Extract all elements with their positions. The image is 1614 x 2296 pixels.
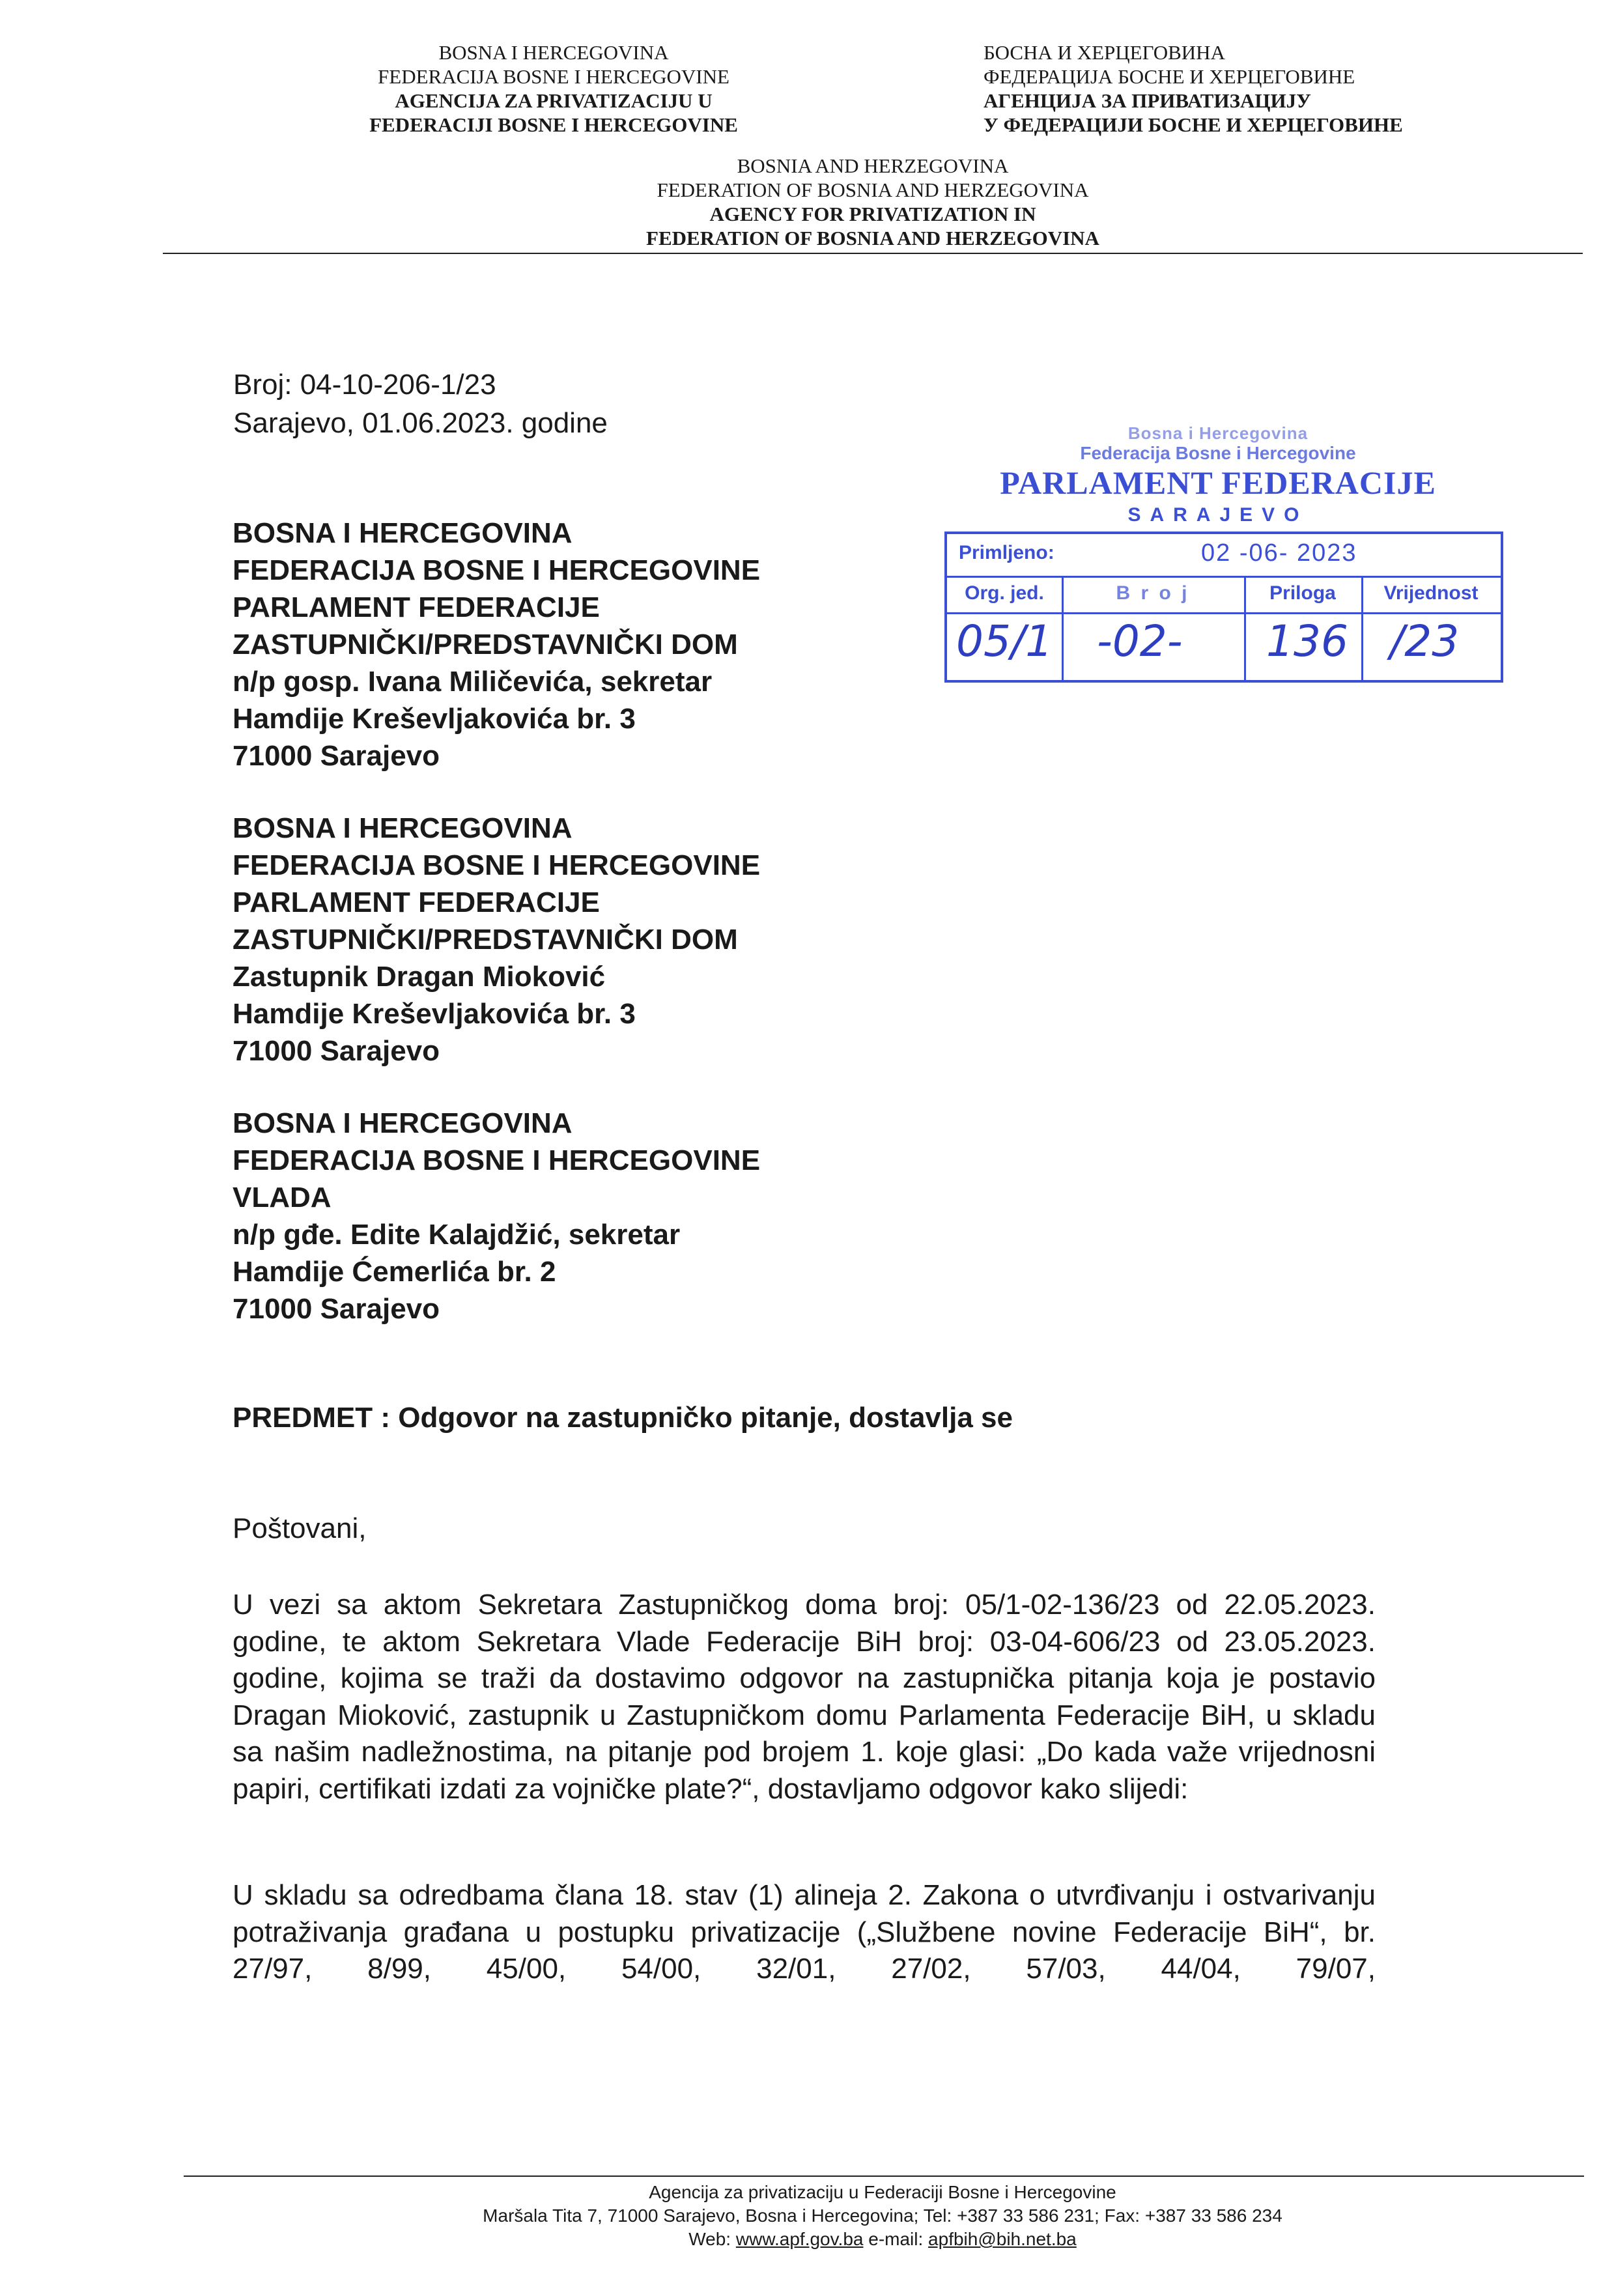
stamp-city: SARAJEVO	[1127, 504, 1309, 526]
recipient-block-2	[233, 810, 760, 1070]
recipient-line: 71000 Sarajevo	[233, 1035, 440, 1067]
stamp-header-row	[947, 576, 1501, 614]
letterhead-center-line: FEDERATION OF BOSNIA AND HERZEGOVINA	[646, 227, 1099, 249]
stamp-value-org: 05/1	[956, 616, 1053, 666]
stamp-received-label: Primljeno:	[959, 542, 1055, 563]
letterhead-left-line: BOSNA I HERCEGOVINA	[438, 41, 669, 64]
footer-contacts	[182, 2228, 1583, 2251]
letterhead-left-line: AGENCIJA ZA PRIVATIZACIJU U	[395, 89, 713, 112]
letterhead-right-line: БОСНА И ХЕРЦЕГОВИНА	[984, 41, 1225, 64]
letterhead-right-line: ФЕДЕРАЦИЈА БОСНЕ И ХЕРЦЕГОВИНЕ	[984, 65, 1355, 88]
recipient-line: Zastupnik Dragan Mioković	[233, 961, 606, 993]
stamp-header-number: B r o j	[1116, 582, 1190, 604]
recipient-line: FEDERACIJA BOSNE I HERCEGOVINE	[233, 849, 761, 881]
recipient-line: FEDERACIJA BOSNE I HERCEGOVINE	[233, 554, 761, 586]
document-meta	[233, 365, 608, 442]
footer-email-link[interactable]: apfbih@bih.net.ba	[928, 2229, 1077, 2249]
letterhead-center-line: FEDERATION OF BOSNIA AND HERZEGOVINA	[657, 178, 1089, 201]
footer	[182, 2181, 1583, 2251]
letterhead-rule	[163, 253, 1583, 254]
recipient-line: Hamdije Ćemerlića br. 2	[233, 1256, 556, 1288]
stamp-line-2: Federacija Bosne i Hercegovine	[1080, 443, 1356, 463]
footer-email-label: e-mail:	[868, 2229, 924, 2249]
stamp-received-date: 02 -06- 2023	[1201, 539, 1357, 567]
stamp-line-1: Bosna i Hercegovina	[1127, 423, 1309, 443]
footer-web-link[interactable]: www.apf.gov.ba	[735, 2229, 864, 2249]
recipient-line: 71000 Sarajevo	[233, 740, 440, 772]
stamp-frame	[944, 531, 1503, 683]
letterhead-right	[984, 40, 1472, 137]
recipient-line: ZASTUPNIČKI/PREDSTAVNIČKI DOM	[233, 629, 738, 660]
salutation: Poštovani,	[233, 1512, 367, 1544]
letterhead-right-line: АГЕНЦИЈА ЗА ПРИВАТИЗАЦИЈУ	[984, 89, 1311, 112]
letterhead-right-line: У ФЕДЕРАЦИЈИ БОСНЕ И ХЕРЦЕГОВИНЕ	[984, 113, 1403, 136]
document-number: Broj: 04-10-206-1/23	[233, 369, 496, 401]
letterhead-center-line: BOSNIA AND HERZEGOVINA	[737, 154, 1009, 177]
recipient-line: BOSNA I HERCEGOVINA	[233, 1107, 573, 1139]
stamp-value-year: /23	[1390, 616, 1460, 666]
document-place-date: Sarajevo, 01.06.2023. godine	[233, 407, 608, 439]
recipient-line: PARLAMENT FEDERACIJE	[233, 886, 600, 918]
stamp-value-attachments: 136	[1266, 616, 1348, 666]
letterhead-center	[573, 154, 1172, 250]
stamp-header-org: Org. jed.	[965, 582, 1044, 604]
parliament-received-stamp	[938, 423, 1498, 690]
recipient-block-3	[233, 1105, 760, 1327]
letterhead-center-line: AGENCY FOR PRIVATIZATION IN	[709, 203, 1036, 225]
stamp-values-row	[947, 612, 1501, 677]
recipient-line: ZASTUPNIČKI/PREDSTAVNIČKI DOM	[233, 924, 738, 956]
footer-rule	[184, 2176, 1584, 2177]
subject-line: PREDMET : Odgovor na zastupničko pitanje, dostavlja se	[233, 1402, 1013, 1434]
recipient-line: BOSNA I HERCEGOVINA	[233, 812, 573, 844]
recipient-line: 71000 Sarajevo	[233, 1293, 440, 1325]
recipient-line: n/p gđe. Edite Kalajdžić, sekretar	[233, 1219, 681, 1251]
recipient-line: Hamdije Kreševljakovića br. 3	[233, 703, 636, 735]
stamp-header-attachments: Priloga	[1269, 582, 1336, 604]
stamp-header-value: Vrijednost	[1383, 582, 1479, 604]
body-paragraph-2: U skladu sa odredbama člana 18. stav (1) alineja 2. Zakona o utvrđivanju i ostvarivanju potraživanja građana u postupku privatizacije („Službene novine Federacije BiH“, br. 27/97, 8/99, 45/00, 54/00, 32/01, 27/02, 57/03, 44/04, 79/07,	[233, 1879, 1376, 1985]
footer-address: Maršala Tita 7, 71000 Sarajevo, Bosna i Hercegovina; Tel: +387 33 586 231; Fax: +387 33 586 234	[483, 2205, 1282, 2226]
recipient-line: VLADA	[233, 1182, 332, 1213]
footer-web-label: Web:	[688, 2229, 731, 2249]
recipient-line: n/p gosp. Ivana Miličevića, sekretar	[233, 666, 713, 698]
letterhead-left-line: FEDERACIJA BOSNE I HERCEGOVINE	[378, 65, 729, 88]
recipient-line: FEDERACIJA BOSNE I HERCEGOVINE	[233, 1144, 761, 1176]
recipient-line: Hamdije Kreševljakovića br. 3	[233, 998, 636, 1030]
stamp-value-number: -02-	[1097, 616, 1183, 666]
stamp-received-row	[947, 534, 1501, 578]
letterhead-left	[326, 40, 782, 137]
recipient-line: BOSNA I HERCEGOVINA	[233, 517, 573, 549]
recipient-block-1	[233, 515, 760, 774]
letterhead-left-line: FEDERACIJI BOSNE I HERCEGOVINE	[369, 113, 738, 136]
recipient-line: PARLAMENT FEDERACIJE	[233, 591, 600, 623]
body-paragraph-1: U vezi sa aktom Sekretara Zastupničkog doma broj: 05/1-02-136/23 od 22.05.2023. godine, te aktom Sekretara Vlade Federacije BiH broj: 03-04-606/23 od 23.05.2023. godine, kojima se traži da dostavimo odgovor na zastupnička pitanja koja je postavio Dragan Mioković, zastupnik u Zastupničkom domu Parlamenta Federacije BiH, u skladu sa našim nadležnostima, na pitanje pod brojem 1. koje glasi: „Do kada važe vrijednosni papiri, certifikati izdati za vojničke plate?“, dostavljamo odgovor kako slijedi:	[233, 1589, 1376, 1805]
footer-agency: Agencija za privatizaciju u Federaciji Bosne i Hercegovine	[649, 2182, 1116, 2202]
stamp-title: PARLAMENT FEDERACIJE	[1000, 464, 1436, 501]
